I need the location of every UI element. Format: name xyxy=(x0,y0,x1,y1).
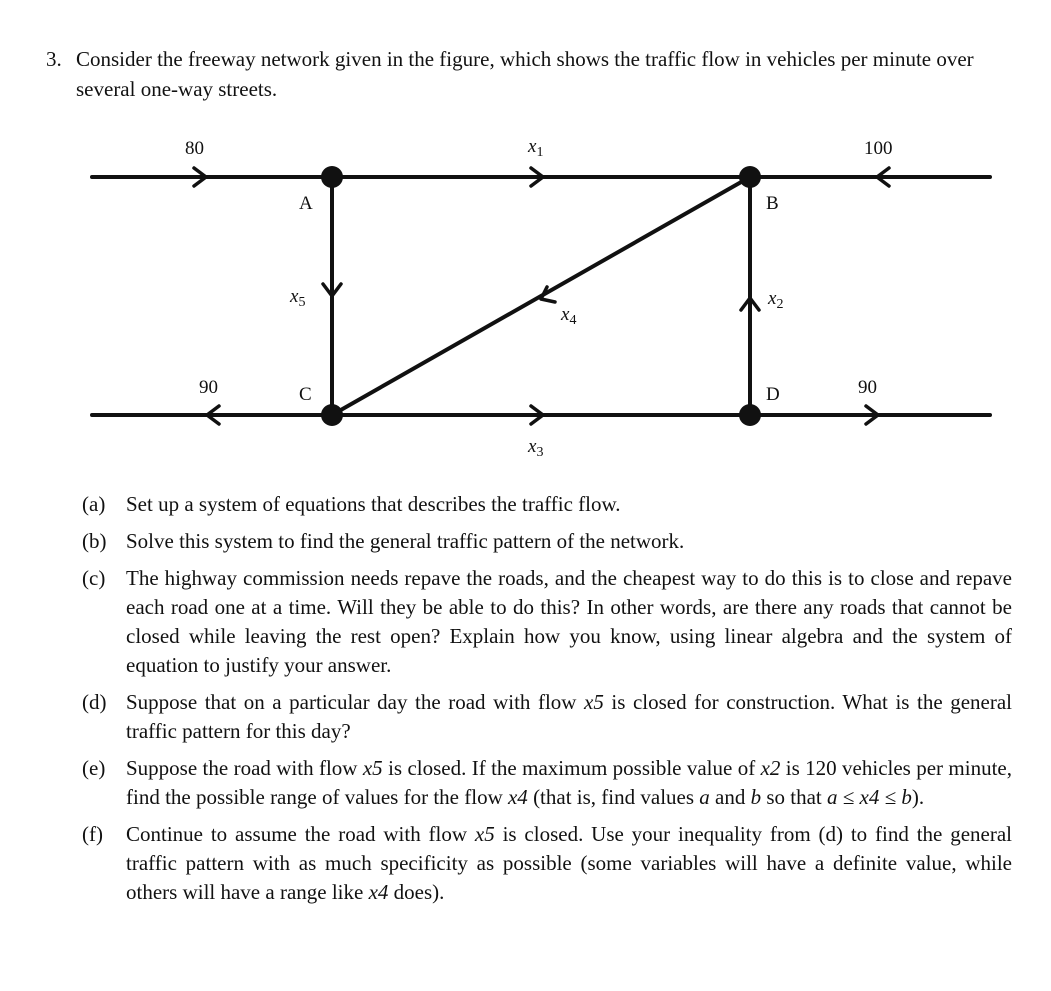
network-diagram xyxy=(0,120,1051,470)
freeway-network-figure xyxy=(0,120,1051,470)
part-d xyxy=(82,688,1012,746)
part-text: Set up a system of equations that describes the traffic flow. xyxy=(126,492,621,516)
part-text: is 120 vehicles per minute, find the possible range of values for the flow xyxy=(126,756,1012,809)
label-flow-90-right: 90 xyxy=(858,377,877,398)
part-e xyxy=(82,754,1012,812)
part-text: Continue to assume the road with flow xyxy=(126,822,475,846)
math-var: a xyxy=(699,785,710,809)
part-text: The highway commission needs repave the roads, and the cheapest way to do this is to close and repave each road one at a time. Will they be able to do this? In other words, are there any roads that cannot be closed while leaving the rest open? Explain how you know, using linear algebra and the system of equation to justify your answer. xyxy=(126,566,1012,677)
part-text: is closed. If the maximum possible value of xyxy=(382,756,761,780)
math-var: x2 xyxy=(760,756,781,780)
label-flow-80: 80 xyxy=(185,138,204,159)
part-text: does). xyxy=(388,880,445,904)
node-a xyxy=(321,166,343,188)
part-text: Suppose the road with flow xyxy=(126,756,363,780)
math-var: x5 xyxy=(362,756,383,780)
label-x5: $x_5$ xyxy=(290,286,306,310)
math-var: x5 xyxy=(474,822,495,846)
math-var: b xyxy=(750,785,762,809)
node-b xyxy=(739,166,761,188)
label-x1: $x_1$ xyxy=(528,136,544,160)
label-x2: $x_2$ xyxy=(768,288,784,312)
node-d xyxy=(739,404,761,426)
label-flow-90-left: 90 xyxy=(199,377,218,398)
part-text: and xyxy=(709,785,751,809)
part-label: (a) xyxy=(82,492,106,516)
label-flow-100: 100 xyxy=(864,138,893,159)
part-text: so that xyxy=(761,785,828,809)
problem-number: 3. xyxy=(46,47,62,71)
label-node-c: C xyxy=(299,384,312,405)
part-label: (d) xyxy=(82,690,107,714)
label-x3: $x_3$ xyxy=(528,436,544,460)
part-label: (e) xyxy=(82,756,106,780)
part-text: is closed. Use your inequality from (d) to find the general traffic pattern with as much specificity as possible (some variables will have a definite value, while others will have a range like xyxy=(126,822,1012,904)
node-c xyxy=(321,404,343,426)
part-label: (f) xyxy=(82,822,103,846)
part-text: Suppose that on a particular day the road with flow xyxy=(126,690,585,714)
part-text: Solve this system to find the general traffic pattern of the network. xyxy=(126,529,685,553)
part-label: (c) xyxy=(82,566,106,590)
label-x4: $x_4$ xyxy=(561,304,577,328)
label-node-a: A xyxy=(299,193,313,214)
part-c xyxy=(82,564,1012,680)
part-a xyxy=(82,490,1012,519)
problem-intro-text: Consider the freeway network given in the figure, which shows the traffic flow in vehicles per minute over several one-way streets. xyxy=(76,47,974,101)
math-var: x4 xyxy=(507,785,528,809)
part-text: ). xyxy=(911,785,925,809)
part-f xyxy=(82,820,1012,907)
part-text: (that is, find values xyxy=(527,785,700,809)
math-inequality: a ≤ x4 ≤ b xyxy=(827,785,912,809)
math-var: x4 xyxy=(368,880,389,904)
question-parts xyxy=(82,490,1012,915)
label-node-d: D xyxy=(766,384,780,405)
math-var: x5 xyxy=(584,690,604,714)
part-text: is closed for construction. What is the general traffic pattern for this day? xyxy=(126,690,1012,743)
part-label: (b) xyxy=(82,529,107,553)
part-b xyxy=(82,527,1012,556)
label-node-b: B xyxy=(766,193,779,214)
problem-statement xyxy=(46,44,1016,104)
